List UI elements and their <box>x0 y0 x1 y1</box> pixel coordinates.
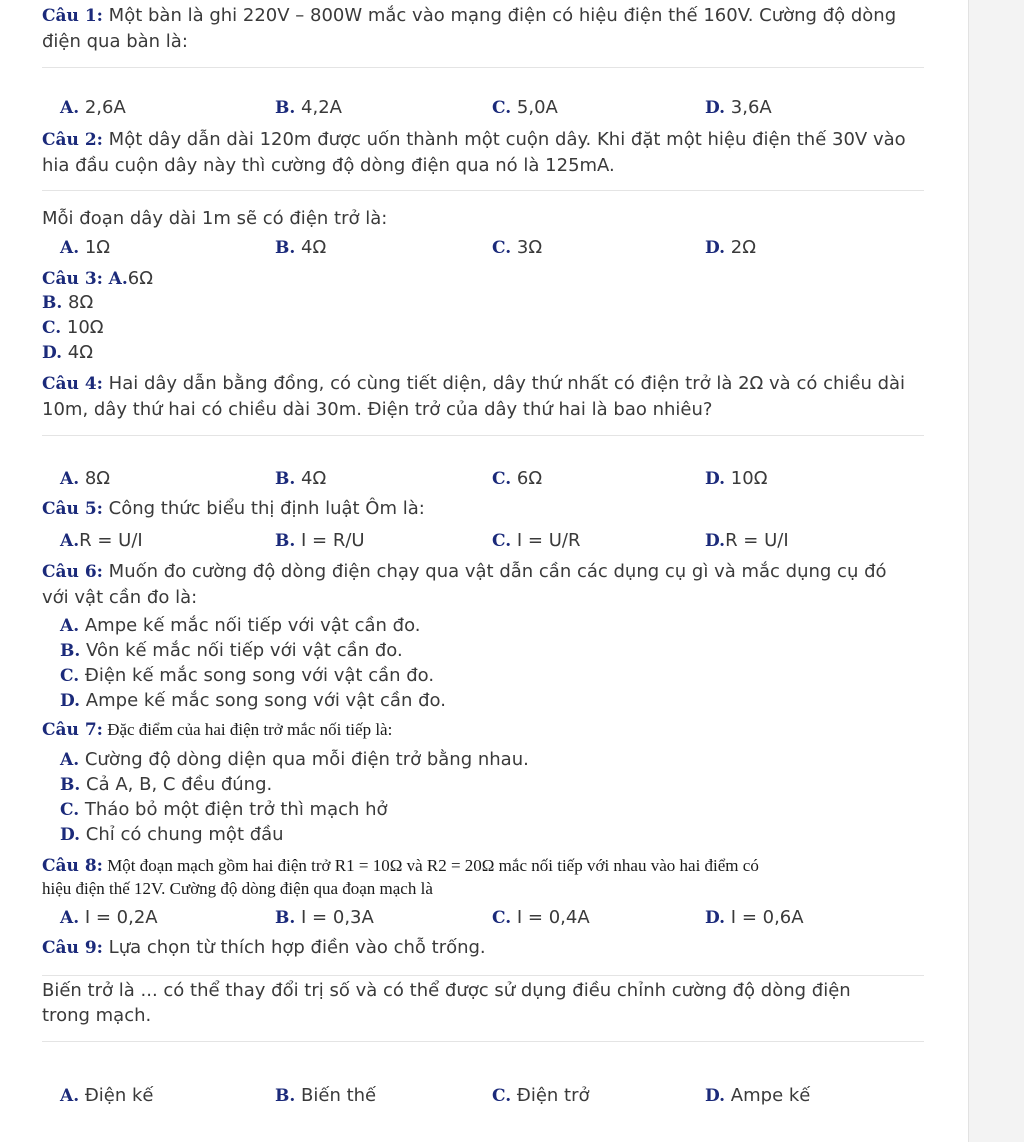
q4-option-a[interactable]: A. 8Ω <box>60 468 111 489</box>
q6-number: Câu 6: <box>42 562 103 582</box>
q8-option-c[interactable]: C. I = 0,4A <box>492 907 590 928</box>
q5-option-a[interactable]: A.R = U/I <box>60 530 143 551</box>
q2-text-1: Một dây dẫn dài 120m được uốn thành một cuộn dây. Khi đặt một hiệu điện thế 30V vào <box>102 129 906 150</box>
q9-number: Câu 9: <box>42 938 103 958</box>
divider <box>42 67 924 68</box>
q6-option-d[interactable]: D. Ampe kế mắc song song với vật cần đo. <box>60 690 446 711</box>
q8-number: Câu 8: <box>42 856 103 876</box>
q8-text-1: Một đoạn mạch gồm hai điện trở R1 = 10Ω và R2 = 20Ω mắc nối tiếp với nhau vào hai điểm có <box>102 856 759 875</box>
q8-option-a[interactable]: A. I = 0,2A <box>60 907 158 928</box>
divider <box>42 190 924 191</box>
q8-option-b[interactable]: B. I = 0,3A <box>275 907 374 928</box>
q7-option-b[interactable]: B. Cả A, B, C đều đúng. <box>60 774 273 795</box>
q9-stem-line-2: Biến trở là ... có thể thay đổi trị số và có thể được sử dụng điều chỉnh cường độ dòng điện <box>42 980 851 1001</box>
q4-text-1: Hai dây dẫn bằng đồng, có cùng tiết diện, dây thứ nhất có điện trở là 2Ω và có chiều dài <box>102 373 906 394</box>
q3-option-c[interactable]: C. 10Ω <box>42 317 104 338</box>
q3-option-a[interactable]: Câu 3: A.6Ω <box>42 268 153 289</box>
q2-stem-line-2: hia đầu cuộn dây này thì cường độ dòng điện qua nó là 125mA. <box>42 155 615 176</box>
q5-number: Câu 5: <box>42 499 103 519</box>
q8-stem-line-2: hiệu điện thế 12V. Cường độ dòng điện qua đoạn mạch là <box>42 879 433 898</box>
q6-option-b[interactable]: B. Vôn kế mắc nối tiếp với vật cần đo. <box>60 640 403 661</box>
q2-option-a[interactable]: A. 1Ω <box>60 237 111 258</box>
q7-text-1: Đặc điểm của hai điện trở mắc nối tiếp là: <box>102 720 393 739</box>
q4-stem-line-1 <box>42 372 905 396</box>
q5-option-d[interactable]: D.R = U/I <box>705 530 789 551</box>
q9-option-c[interactable]: C. Điện trở <box>492 1085 590 1106</box>
q7-option-a[interactable]: A. Cường độ dòng diện qua mỗi điện trở bằng nhau. <box>60 749 529 770</box>
q9-option-d[interactable]: D. Ampe kế <box>705 1085 811 1106</box>
q2-stem-line-3: Mỗi đoạn dây dài 1m sẽ có điện trở là: <box>42 208 388 229</box>
q2-option-b[interactable]: B. 4Ω <box>275 237 327 258</box>
q3-number: Câu 3: <box>42 269 103 289</box>
q6-option-a[interactable]: A. Ampe kế mắc nối tiếp với vật cần đo. <box>60 615 421 636</box>
q1-option-c[interactable]: C. 5,0A <box>492 97 558 118</box>
q4-option-d[interactable]: D. 10Ω <box>705 468 768 489</box>
q3-option-b[interactable]: B. 8Ω <box>42 292 94 313</box>
q5-stem <box>42 497 425 521</box>
q9-text-1: Lựa chọn từ thích hợp điền vào chỗ trống. <box>102 937 486 958</box>
right-margin-panel <box>968 0 1024 1142</box>
q7-number: Câu 7: <box>42 720 103 740</box>
divider <box>42 975 924 976</box>
q8-stem-line-1 <box>42 854 759 878</box>
q9-option-a[interactable]: A. Điện kế <box>60 1085 154 1106</box>
q6-stem-line-1 <box>42 560 887 584</box>
q2-stem-line-1 <box>42 128 906 152</box>
q3-option-d[interactable]: D. 4Ω <box>42 342 94 363</box>
q7-option-d[interactable]: D. Chỉ có chung một đầu <box>60 824 284 845</box>
divider <box>42 435 924 436</box>
q1-option-b[interactable]: B. 4,2A <box>275 97 342 118</box>
q9-stem-line-1 <box>42 936 486 960</box>
q8-option-d[interactable]: D. I = 0,6A <box>705 907 804 928</box>
q5-text-1: Công thức biểu thị định luật Ôm là: <box>102 498 425 519</box>
q5-option-c[interactable]: C. I = U/R <box>492 530 581 551</box>
q1-number: Câu 1: <box>42 6 103 26</box>
q7-stem <box>42 718 392 742</box>
q9-stem-line-3: trong mạch. <box>42 1005 152 1026</box>
q2-option-c[interactable]: C. 3Ω <box>492 237 543 258</box>
q6-stem-line-2: với vật cần đo là: <box>42 587 198 608</box>
q1-text-1: Một bàn là ghi 220V – 800W mắc vào mạng điện có hiệu điện thế 160V. Cường độ dòng <box>102 5 897 26</box>
q6-option-c[interactable]: C. Điện kế mắc song song với vật cần đo. <box>60 665 435 686</box>
q4-number: Câu 4: <box>42 374 103 394</box>
q9-option-b[interactable]: B. Biến thế <box>275 1085 377 1106</box>
q4-stem-line-2: 10m, dây thứ hai có chiều dài 30m. Điện trở của dây thứ hai là bao nhiêu? <box>42 399 713 420</box>
q4-option-b[interactable]: B. 4Ω <box>275 468 327 489</box>
q7-option-c[interactable]: C. Tháo bỏ một điện trở thì mạch hở <box>60 799 388 820</box>
q1-stem-line-1 <box>42 4 896 28</box>
divider <box>42 1041 924 1042</box>
q1-stem-line-2: điện qua bàn là: <box>42 31 188 52</box>
q1-option-d[interactable]: D. 3,6A <box>705 97 772 118</box>
q6-text-1: Muốn đo cường độ dòng điện chạy qua vật dẫn cần các dụng cụ gì và mắc dụng cụ đó <box>102 561 887 582</box>
q4-option-c[interactable]: C. 6Ω <box>492 468 543 489</box>
q2-number: Câu 2: <box>42 130 103 150</box>
q1-option-a[interactable]: A. 2,6A <box>60 97 126 118</box>
q5-option-b[interactable]: B. I = R/U <box>275 530 365 551</box>
q2-option-d[interactable]: D. 2Ω <box>705 237 757 258</box>
